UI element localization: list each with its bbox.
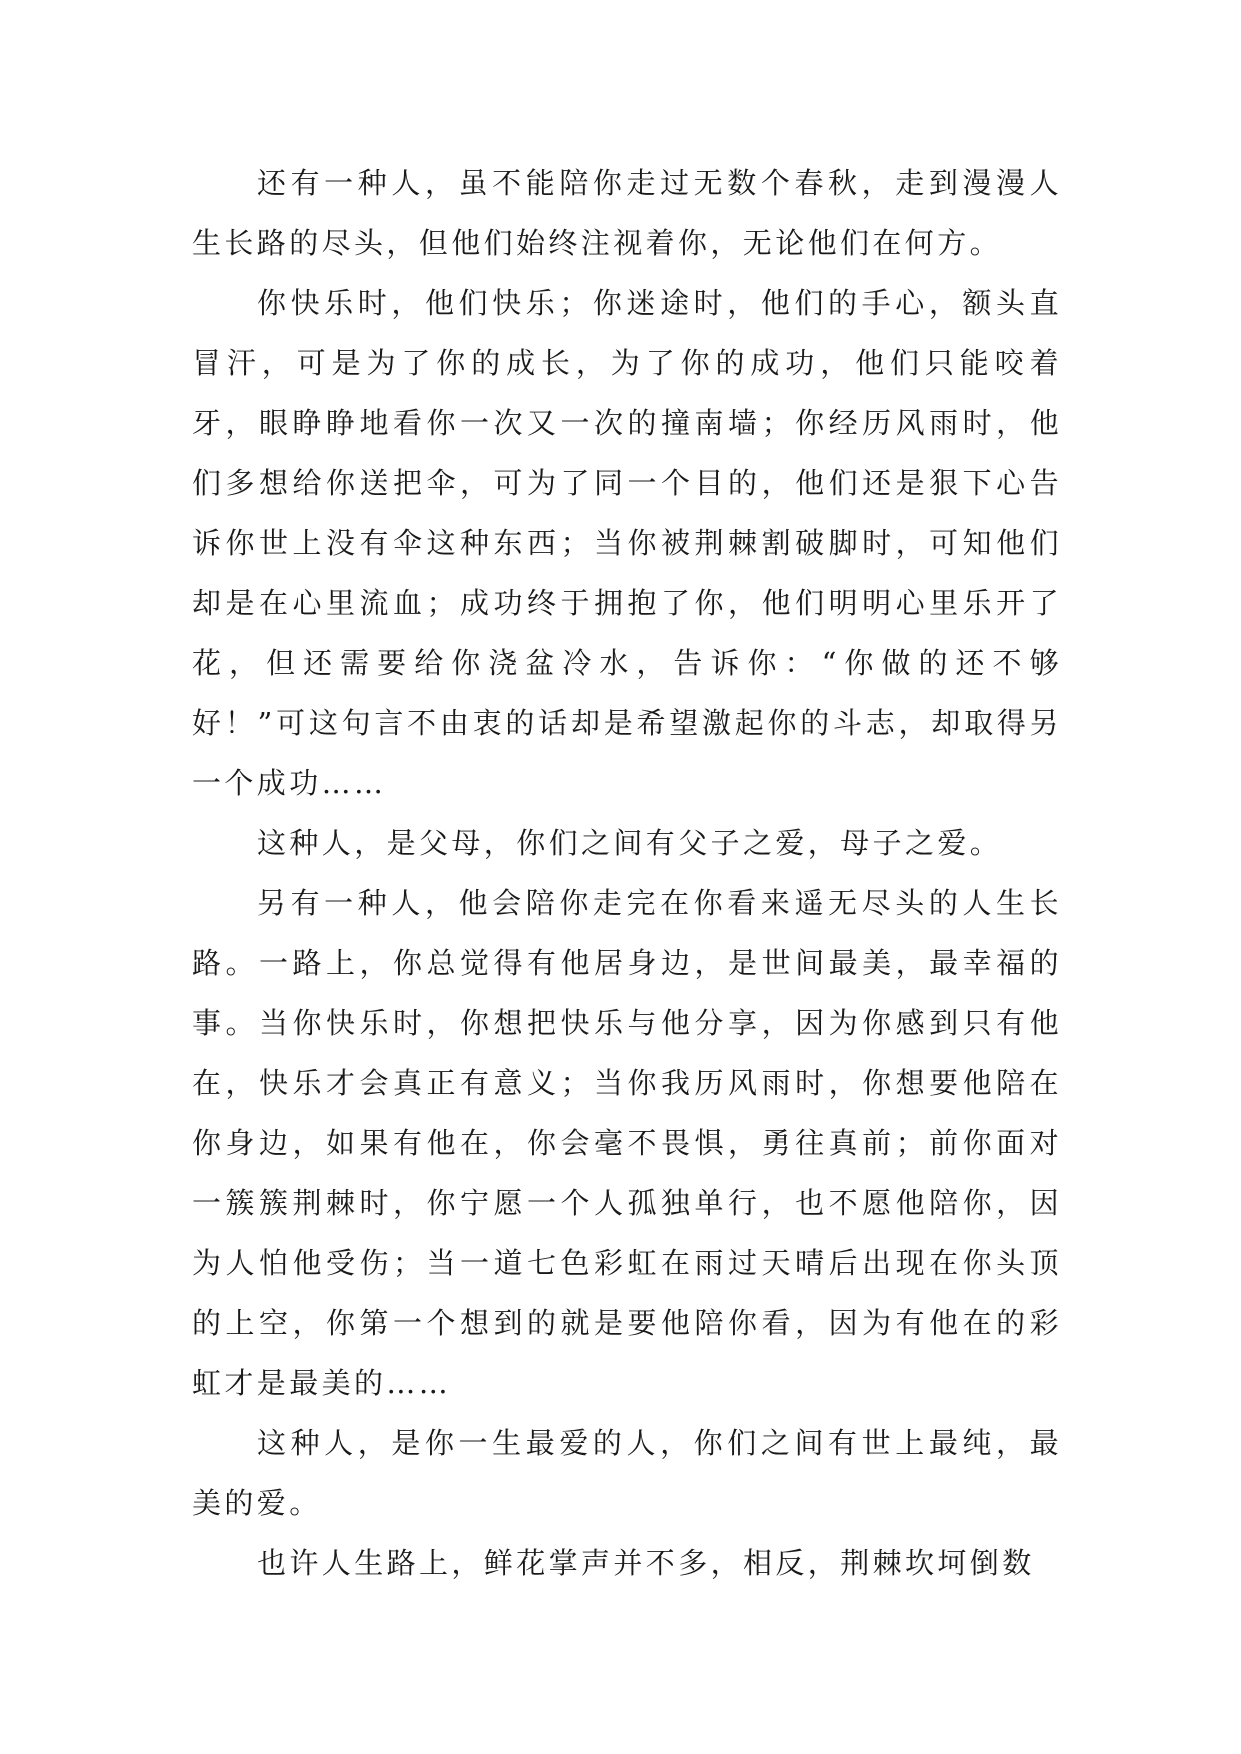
paragraph: 也许人生路上，鲜花掌声并不多，相反，荆棘坎坷倒数: [257, 1546, 1035, 1580]
paragraph: 这种人，是父母，你们之间有父子之爱，母子之爱。: [257, 826, 1003, 860]
paragraph: 你快乐时，他们快乐；你迷途时，他们的手心，额头直冒汗，可是为了你的成长，为了你的成功，他们只能咬着牙，眼睁睁地看你一次又一次的撞南墙；你经历风雨时，他们多想给你送把伞，可为了同一个目的，他们还是狠下心告诉你世上没有伞这种东西；当你被荆棘割破脚时，可知他们却是在心里流血；成功终于拥抱了你，他们明明心里乐开了花，但还需要给你浇盆冷水，告诉你：“你做的还不够好！”可这句言不由衷的话却是希望激起你的斗志，却取得另一个成功……: [192, 286, 1062, 800]
document-body: [192, 153, 1062, 1593]
paragraph: 还有一种人，虽不能陪你走过无数个春秋，走到漫漫人生长路的尽头，但他们始终注视着你，无论他们在何方。: [192, 166, 1062, 260]
paragraph: 这种人，是你一生最爱的人，你们之间有世上最纯，最美的爱。: [192, 1426, 1062, 1520]
paragraph: 另有一种人，他会陪你走完在你看来遥无尽头的人生长路。一路上，你总觉得有他居身边，是世间最美，最幸福的事。当你快乐时，你想把快乐与他分享，因为你感到只有他在，快乐才会真正有意义；当你我历风雨时，你想要他陪在你身边，如果有他在，你会毫不畏惧，勇往真前；前你面对一簇簇荆棘时，你宁愿一个人孤独单行，也不愿他陪你，因为人怕他受伤；当一道七色彩虹在雨过天晴后出现在你头顶的上空，你第一个想到的就是要他陪你看，因为有他在的彩虹才是最美的……: [192, 886, 1062, 1400]
